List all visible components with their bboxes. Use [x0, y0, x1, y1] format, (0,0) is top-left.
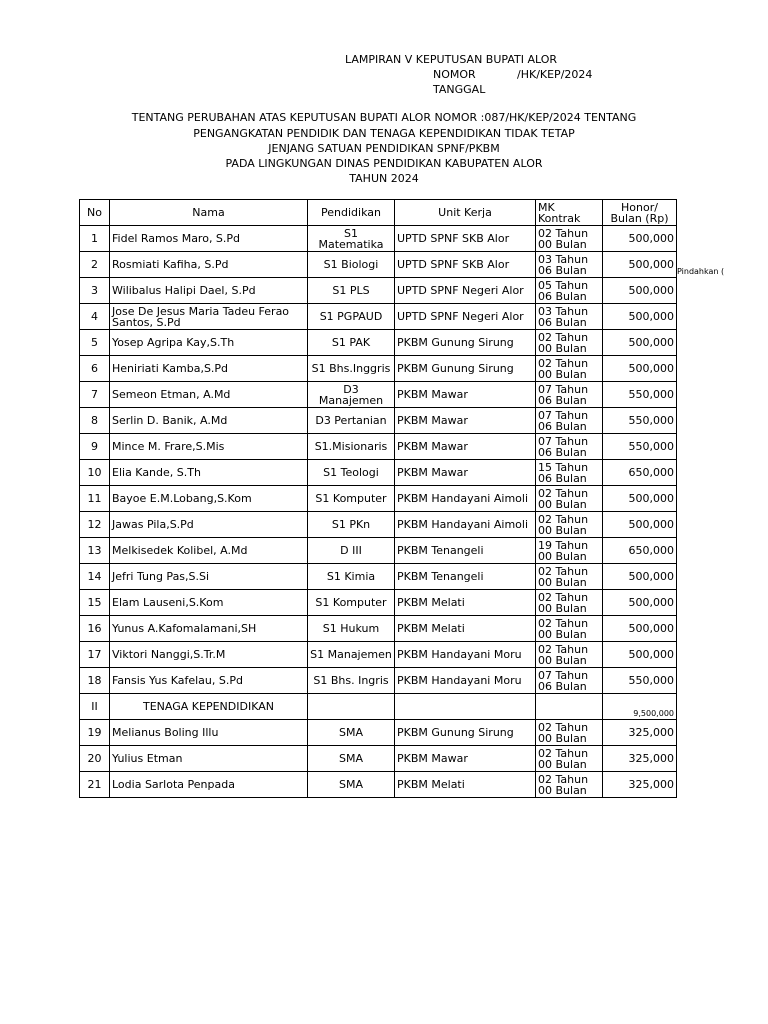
row-mk-kontrak	[536, 590, 603, 616]
mk-bulan: 06 Bulan	[538, 679, 587, 693]
row-honor: 500,000	[603, 330, 677, 356]
row-honor: 500,000	[603, 564, 677, 590]
row-pendidikan: S1 Manajemen	[308, 642, 395, 668]
table-row	[80, 278, 677, 304]
title-line-1: TENTANG PERUBAHAN ATAS KEPUTUSAN BUPATI ALOR NOMOR :087/HK/KEP/2024 TENTANG	[131, 111, 637, 124]
col-mk-kontrak: MK Kontrak	[536, 200, 603, 226]
mk-bulan: 00 Bulan	[538, 731, 587, 745]
mk-bulan: 00 Bulan	[538, 497, 587, 511]
empty-cell	[395, 694, 536, 720]
row-pendidikan: D3 Manajemen	[308, 382, 395, 408]
mk-tahun: 07 Tahun	[538, 668, 589, 682]
mk-bulan: 06 Bulan	[538, 263, 587, 277]
row-honor: 500,000	[603, 616, 677, 642]
mk-tahun: 02 Tahun	[538, 356, 589, 370]
row-unit-kerja: UPTD SPNF Negeri Alor	[395, 278, 536, 304]
employee-table	[79, 199, 677, 798]
row-unit-kerja: PKBM Handayani Aimoli	[395, 486, 536, 512]
row-nama: Yulius Etman	[110, 746, 308, 772]
row-honor: 500,000	[603, 486, 677, 512]
row-no: 2	[80, 252, 110, 278]
row-pendidikan: S1 Biologi	[308, 252, 395, 278]
row-mk-kontrak	[536, 408, 603, 434]
mk-bulan: 00 Bulan	[538, 757, 587, 771]
row-mk-kontrak	[536, 746, 603, 772]
row-pendidikan: S1 Bhs.Inggris	[308, 356, 395, 382]
row-mk-kontrak	[536, 564, 603, 590]
col-nama: Nama	[110, 200, 308, 226]
row-honor: 325,000	[603, 720, 677, 746]
mk-tahun: 02 Tahun	[538, 590, 589, 604]
table-row	[80, 226, 677, 252]
row-no: 4	[80, 304, 110, 330]
row-no: 6	[80, 356, 110, 382]
row-pendidikan: S1.Misionaris	[308, 434, 395, 460]
mk-tahun: 02 Tahun	[538, 564, 589, 578]
row-mk-kontrak	[536, 642, 603, 668]
row-honor: 500,000	[603, 642, 677, 668]
row-pendidikan: S1 Komputer	[308, 590, 395, 616]
mk-bulan: 06 Bulan	[538, 393, 587, 407]
mk-bulan: 00 Bulan	[538, 653, 587, 667]
row-nama: Bayoe E.M.Lobang,S.Kom	[110, 486, 308, 512]
row-pendidikan: S1 Matematika	[308, 226, 395, 252]
title-line-3: JENJANG SATUAN PENDIDIKAN SPNF/PKBM	[268, 142, 500, 155]
row-no: 19	[80, 720, 110, 746]
row-unit-kerja: PKBM Melati	[395, 590, 536, 616]
mk-bulan: 00 Bulan	[538, 627, 587, 641]
row-unit-kerja: PKBM Handayani Moru	[395, 668, 536, 694]
row-nama: Fidel Ramos Maro, S.Pd	[110, 226, 308, 252]
table-row	[80, 772, 677, 798]
row-nama: Serlin D. Banik, A.Md	[110, 408, 308, 434]
row-unit-kerja: PKBM Melati	[395, 772, 536, 798]
row-unit-kerja: UPTD SPNF SKB Alor	[395, 226, 536, 252]
section-subtotal: 9,500,000	[603, 694, 677, 720]
row-nama: Jose De Jesus Maria Tadeu Ferao Santos, S.Pd	[110, 304, 308, 330]
mk-tahun: 19 Tahun	[538, 538, 589, 552]
row-nama: Melianus Boling Illu	[110, 720, 308, 746]
row-unit-kerja: PKBM Gunung Sirung	[395, 330, 536, 356]
row-unit-kerja: PKBM Tenangeli	[395, 564, 536, 590]
row-honor: 650,000	[603, 460, 677, 486]
mk-tahun: 02 Tahun	[538, 720, 589, 734]
row-mk-kontrak	[536, 720, 603, 746]
row-pendidikan: S1 Hukum	[308, 616, 395, 642]
row-mk-kontrak	[536, 226, 603, 252]
row-pendidikan: S1 PKn	[308, 512, 395, 538]
row-no: 5	[80, 330, 110, 356]
section-no: II	[80, 694, 110, 720]
section-label: TENAGA KEPENDIDIKAN	[110, 694, 308, 720]
row-nama: Melkisedek Kolibel, A.Md	[110, 538, 308, 564]
row-mk-kontrak	[536, 330, 603, 356]
mk-bulan: 06 Bulan	[538, 289, 587, 303]
row-unit-kerja: UPTD SPNF Negeri Alor	[395, 304, 536, 330]
row-nama: Elam Lauseni,S.Kom	[110, 590, 308, 616]
row-pendidikan: SMA	[308, 746, 395, 772]
row-nama: Rosmiati Kafiha, S.Pd	[110, 252, 308, 278]
row-mk-kontrak	[536, 772, 603, 798]
row-no: 20	[80, 746, 110, 772]
row-nama: Yosep Agripa Kay,S.Th	[110, 330, 308, 356]
row-unit-kerja: PKBM Gunung Sirung	[395, 356, 536, 382]
row-honor: 550,000	[603, 434, 677, 460]
table-row	[80, 590, 677, 616]
row-pendidikan: S1 Kimia	[308, 564, 395, 590]
row-unit-kerja: PKBM Mawar	[395, 382, 536, 408]
mk-bulan: 00 Bulan	[538, 601, 587, 615]
row-pendidikan: S1 Bhs. Ingris	[308, 668, 395, 694]
row-unit-kerja: PKBM Tenangeli	[395, 538, 536, 564]
row-nama: Jawas Pila,S.Pd	[110, 512, 308, 538]
row-nama: Fansis Yus Kafelau, S.Pd	[110, 668, 308, 694]
title-line-2: PENGANGKATAN PENDIDIK DAN TENAGA KEPENDIDIKAN TIDAK TETAP	[193, 127, 575, 140]
row-unit-kerja: UPTD SPNF SKB Alor	[395, 252, 536, 278]
table-row	[80, 512, 677, 538]
row-pendidikan: D III	[308, 538, 395, 564]
mk-tahun: 02 Tahun	[538, 642, 589, 656]
row-honor: 500,000	[603, 590, 677, 616]
mk-tahun: 02 Tahun	[538, 486, 589, 500]
row-unit-kerja: PKBM Gunung Sirung	[395, 720, 536, 746]
row-unit-kerja: PKBM Mawar	[395, 746, 536, 772]
row-unit-kerja: PKBM Mawar	[395, 408, 536, 434]
row-pendidikan: D3 Pertanian	[308, 408, 395, 434]
row-no: 7	[80, 382, 110, 408]
row-mk-kontrak	[536, 538, 603, 564]
row-unit-kerja: PKBM Handayani Moru	[395, 642, 536, 668]
row-nama: Elia Kande, S.Th	[110, 460, 308, 486]
side-note: Pindahkan (	[677, 267, 725, 276]
mk-tahun: 03 Tahun	[538, 252, 589, 266]
table-row	[80, 746, 677, 772]
empty-cell	[536, 694, 603, 720]
row-mk-kontrak	[536, 382, 603, 408]
mk-tahun: 07 Tahun	[538, 408, 589, 422]
row-no: 14	[80, 564, 110, 590]
row-nama: Heniriati Kamba,S.Pd	[110, 356, 308, 382]
table-row	[80, 720, 677, 746]
row-pendidikan: SMA	[308, 772, 395, 798]
mk-tahun: 02 Tahun	[538, 772, 589, 786]
nomor-label: NOMOR	[433, 68, 476, 81]
row-nama: Lodia Sarlota Penpada	[110, 772, 308, 798]
row-unit-kerja: PKBM Mawar	[395, 460, 536, 486]
row-mk-kontrak	[536, 668, 603, 694]
row-no: 13	[80, 538, 110, 564]
mk-bulan: 06 Bulan	[538, 471, 587, 485]
row-pendidikan: S1 PAK	[308, 330, 395, 356]
row-mk-kontrak	[536, 460, 603, 486]
mk-bulan: 00 Bulan	[538, 549, 587, 563]
row-mk-kontrak	[536, 512, 603, 538]
row-no: 1	[80, 226, 110, 252]
title-line-5: TAHUN 2024	[349, 172, 419, 185]
row-nama: Wilibalus Halipi Dael, S.Pd	[110, 278, 308, 304]
col-pendidikan: Pendidikan	[308, 200, 395, 226]
row-no: 9	[80, 434, 110, 460]
row-no: 8	[80, 408, 110, 434]
row-nama: Yunus A.Kafomalamani,SH	[110, 616, 308, 642]
mk-bulan: 00 Bulan	[538, 575, 587, 589]
mk-tahun: 02 Tahun	[538, 226, 589, 240]
row-honor: 550,000	[603, 668, 677, 694]
col-no: No	[80, 200, 110, 226]
mk-tahun: 07 Tahun	[538, 434, 589, 448]
mk-tahun: 02 Tahun	[538, 330, 589, 344]
table-row	[80, 252, 677, 278]
row-no: 3	[80, 278, 110, 304]
table-row	[80, 330, 677, 356]
mk-tahun: 02 Tahun	[538, 616, 589, 630]
row-honor: 550,000	[603, 382, 677, 408]
table-row	[80, 616, 677, 642]
row-honor: 500,000	[603, 512, 677, 538]
mk-tahun: 05 Tahun	[538, 278, 589, 292]
mk-bulan: 00 Bulan	[538, 237, 587, 251]
row-no: 15	[80, 590, 110, 616]
table-row	[80, 564, 677, 590]
row-mk-kontrak	[536, 356, 603, 382]
row-unit-kerja: PKBM Mawar	[395, 434, 536, 460]
row-honor: 500,000	[603, 252, 677, 278]
nomor-value: /HK/KEP/2024	[517, 68, 593, 81]
row-mk-kontrak	[536, 304, 603, 330]
table-row	[80, 668, 677, 694]
row-mk-kontrak	[536, 252, 603, 278]
table-header-row	[80, 200, 677, 226]
row-no: 11	[80, 486, 110, 512]
mk-bulan: 00 Bulan	[538, 783, 587, 797]
row-pendidikan: S1 Komputer	[308, 486, 395, 512]
table-row	[80, 486, 677, 512]
row-nama: Viktori Nanggi,S.Tr.M	[110, 642, 308, 668]
col-honor: Honor/ Bulan (Rp)	[603, 200, 677, 226]
mk-tahun: 07 Tahun	[538, 382, 589, 396]
table-row	[80, 382, 677, 408]
row-nama: Jefri Tung Pas,S.Si	[110, 564, 308, 590]
table-row	[80, 304, 677, 330]
title-line-4: PADA LINGKUNGAN DINAS PENDIDIKAN KABUPATEN ALOR	[225, 157, 543, 170]
row-honor: 500,000	[603, 226, 677, 252]
table-row	[80, 460, 677, 486]
row-pendidikan: S1 PGPAUD	[308, 304, 395, 330]
row-honor: 500,000	[603, 304, 677, 330]
row-no: 18	[80, 668, 110, 694]
row-honor: 325,000	[603, 772, 677, 798]
row-no: 10	[80, 460, 110, 486]
row-nama: Mince M. Frare,S.Mis	[110, 434, 308, 460]
row-no: 16	[80, 616, 110, 642]
row-honor: 650,000	[603, 538, 677, 564]
table-row	[80, 356, 677, 382]
row-no: 21	[80, 772, 110, 798]
mk-bulan: 00 Bulan	[538, 523, 587, 537]
table-row	[80, 642, 677, 668]
row-mk-kontrak	[536, 434, 603, 460]
row-pendidikan: S1 PLS	[308, 278, 395, 304]
row-mk-kontrak	[536, 486, 603, 512]
row-honor: 500,000	[603, 278, 677, 304]
mk-tahun: 15 Tahun	[538, 460, 589, 474]
row-unit-kerja: PKBM Melati	[395, 616, 536, 642]
table-row	[80, 408, 677, 434]
row-unit-kerja: PKBM Handayani Aimoli	[395, 512, 536, 538]
col-unit-kerja: Unit Kerja	[395, 200, 536, 226]
table-row	[80, 538, 677, 564]
row-mk-kontrak	[536, 616, 603, 642]
tanggal-label: TANGGAL	[433, 83, 486, 96]
mk-bulan: 00 Bulan	[538, 367, 587, 381]
lampiran-title: LAMPIRAN V KEPUTUSAN BUPATI ALOR	[345, 53, 558, 66]
mk-tahun: 03 Tahun	[538, 304, 589, 318]
empty-cell	[308, 694, 395, 720]
row-honor: 325,000	[603, 746, 677, 772]
mk-tahun: 02 Tahun	[538, 512, 589, 526]
row-mk-kontrak	[536, 278, 603, 304]
row-pendidikan: SMA	[308, 720, 395, 746]
row-no: 12	[80, 512, 110, 538]
row-nama: Semeon Etman, A.Md	[110, 382, 308, 408]
section-row	[80, 694, 677, 720]
row-honor: 500,000	[603, 356, 677, 382]
mk-bulan: 06 Bulan	[538, 315, 587, 329]
mk-bulan: 06 Bulan	[538, 445, 587, 459]
row-honor: 550,000	[603, 408, 677, 434]
table-row	[80, 434, 677, 460]
mk-bulan: 06 Bulan	[538, 419, 587, 433]
row-pendidikan: S1 Teologi	[308, 460, 395, 486]
mk-bulan: 00 Bulan	[538, 341, 587, 355]
row-no: 17	[80, 642, 110, 668]
mk-tahun: 02 Tahun	[538, 746, 589, 760]
